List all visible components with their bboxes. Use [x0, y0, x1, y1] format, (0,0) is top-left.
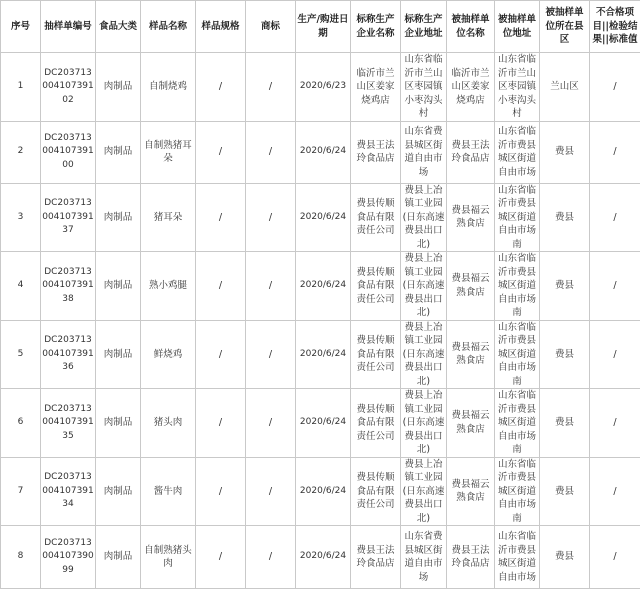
producer-name-cell: 费县传顺食品有限责任公司: [351, 252, 401, 321]
producer-name-cell: 临沂市兰山区姜家烧鸡店: [351, 53, 401, 122]
sample-code-cell: DC20371300410739138: [41, 252, 96, 321]
sample-spec-cell: /: [196, 457, 246, 526]
header-cell: 不合格项目||检验结果||标准值: [590, 1, 640, 53]
county-cell: 费县: [540, 121, 590, 183]
row-number-cell: 8: [1, 526, 41, 589]
row-number-cell: 7: [1, 457, 41, 526]
county-cell: 费县: [540, 183, 590, 252]
header-cell: 生产/购进日期: [296, 1, 351, 53]
county-cell: 兰山区: [540, 53, 590, 122]
producer-address-cell: 山东省费县城区街道自由市场: [401, 121, 447, 183]
brand-cell: /: [246, 320, 296, 389]
brand-cell: /: [246, 389, 296, 458]
sampled-unit-cell: 费县福云熟食店: [447, 389, 495, 458]
producer-address-cell: 山东省费县城区街道自由市场: [401, 526, 447, 589]
food-category-cell: 肉制品: [96, 252, 141, 321]
result-cell: /: [590, 389, 640, 458]
brand-cell: /: [246, 53, 296, 122]
sampled-address-cell: 山东省临沂市费县城区街道自由市场: [495, 526, 540, 589]
header-row: [1, 1, 640, 53]
header-cell: 商标: [246, 1, 296, 53]
food-category-cell: 肉制品: [96, 183, 141, 252]
sampled-unit-cell: 费县福云熟食店: [447, 320, 495, 389]
sample-spec-cell: /: [196, 389, 246, 458]
header-cell: 标称生产企业地址: [401, 1, 447, 53]
header-cell: 序号: [1, 1, 41, 53]
producer-name-cell: 费县传顺食品有限责任公司: [351, 320, 401, 389]
county-cell: 费县: [540, 526, 590, 589]
sample-name-cell: 自制熟猪耳朵: [141, 121, 196, 183]
result-cell: /: [590, 53, 640, 122]
brand-cell: /: [246, 457, 296, 526]
sampled-address-cell: 山东省临沂市兰山区枣园镇小枣沟头村: [495, 53, 540, 122]
brand-cell: /: [246, 526, 296, 589]
header-cell: 被抽样单位所在县区: [540, 1, 590, 53]
header-cell: 标称生产企业名称: [351, 1, 401, 53]
sample-spec-cell: /: [196, 53, 246, 122]
table-row: [1, 389, 640, 458]
producer-address-cell: 费县上冶镇工业园(日东高速费县出口北): [401, 457, 447, 526]
sampled-unit-cell: 费县福云熟食店: [447, 183, 495, 252]
producer-name-cell: 费县传顺食品有限责任公司: [351, 457, 401, 526]
sample-name-cell: 自制烧鸡: [141, 53, 196, 122]
food-category-cell: 肉制品: [96, 320, 141, 389]
brand-cell: /: [246, 252, 296, 321]
sample-name-cell: 猪耳朵: [141, 183, 196, 252]
table-body: [1, 53, 640, 589]
table-row: [1, 320, 640, 389]
producer-address-cell: 费县上冶镇工业园(日东高速费县出口北): [401, 389, 447, 458]
producer-name-cell: 费县传顺食品有限责任公司: [351, 389, 401, 458]
sampled-unit-cell: 费县王法玲食品店: [447, 121, 495, 183]
result-cell: /: [590, 183, 640, 252]
sample-name-cell: 熟小鸡腿: [141, 252, 196, 321]
date-cell: 2020/6/24: [296, 526, 351, 589]
date-cell: 2020/6/24: [296, 252, 351, 321]
food-category-cell: 肉制品: [96, 389, 141, 458]
sampled-unit-cell: 临沂市兰山区姜家烧鸡店: [447, 53, 495, 122]
county-cell: 费县: [540, 457, 590, 526]
date-cell: 2020/6/24: [296, 457, 351, 526]
table-row: [1, 53, 640, 122]
row-number-cell: 3: [1, 183, 41, 252]
result-cell: /: [590, 121, 640, 183]
food-category-cell: 肉制品: [96, 53, 141, 122]
header-cell: 样品名称: [141, 1, 196, 53]
sample-name-cell: 酱牛肉: [141, 457, 196, 526]
sampled-unit-cell: 费县福云熟食店: [447, 457, 495, 526]
sample-name-cell: 猪头肉: [141, 389, 196, 458]
sample-spec-cell: /: [196, 183, 246, 252]
result-cell: /: [590, 320, 640, 389]
table-row: [1, 457, 640, 526]
table-row: [1, 121, 640, 183]
producer-address-cell: 费县上冶镇工业园(日东高速费县出口北): [401, 183, 447, 252]
sample-code-cell: DC20371300410739099: [41, 526, 96, 589]
header-cell: 被抽样单位地址: [495, 1, 540, 53]
producer-name-cell: 费县王法玲食品店: [351, 526, 401, 589]
header-cell: 抽样单编号: [41, 1, 96, 53]
header-cell: 食品大类: [96, 1, 141, 53]
row-number-cell: 1: [1, 53, 41, 122]
result-cell: /: [590, 526, 640, 589]
date-cell: 2020/6/23: [296, 53, 351, 122]
table-row: [1, 252, 640, 321]
producer-name-cell: 费县传顺食品有限责任公司: [351, 183, 401, 252]
date-cell: 2020/6/24: [296, 320, 351, 389]
county-cell: 费县: [540, 320, 590, 389]
result-cell: /: [590, 252, 640, 321]
food-category-cell: 肉制品: [96, 457, 141, 526]
header-cell: 被抽样单位名称: [447, 1, 495, 53]
sample-spec-cell: /: [196, 526, 246, 589]
result-cell: /: [590, 457, 640, 526]
sampled-address-cell: 山东省临沂市费县城区街道自由市场南: [495, 320, 540, 389]
date-cell: 2020/6/24: [296, 121, 351, 183]
sample-spec-cell: /: [196, 252, 246, 321]
date-cell: 2020/6/24: [296, 183, 351, 252]
row-number-cell: 4: [1, 252, 41, 321]
sampled-address-cell: 山东省临沂市费县城区街道自由市场南: [495, 252, 540, 321]
sampled-unit-cell: 费县福云熟食店: [447, 252, 495, 321]
sampled-unit-cell: 费县王法玲食品店: [447, 526, 495, 589]
table-row: [1, 183, 640, 252]
sample-spec-cell: /: [196, 121, 246, 183]
sample-code-cell: DC20371300410739137: [41, 183, 96, 252]
row-number-cell: 2: [1, 121, 41, 183]
producer-address-cell: 费县上冶镇工业园(日东高速费县出口北): [401, 252, 447, 321]
date-cell: 2020/6/24: [296, 389, 351, 458]
producer-address-cell: 山东省临沂市兰山区枣园镇小枣沟头村: [401, 53, 447, 122]
brand-cell: /: [246, 121, 296, 183]
sampled-address-cell: 山东省临沂市费县城区街道自由市场南: [495, 389, 540, 458]
sampled-address-cell: 山东省临沂市费县城区街道自由市场: [495, 121, 540, 183]
sample-code-cell: DC20371300410739136: [41, 320, 96, 389]
brand-cell: /: [246, 183, 296, 252]
sample-name-cell: 鲜烧鸡: [141, 320, 196, 389]
producer-name-cell: 费县王法玲食品店: [351, 121, 401, 183]
sampled-address-cell: 山东省临沂市费县城区街道自由市场南: [495, 183, 540, 252]
sample-code-cell: DC20371300410739100: [41, 121, 96, 183]
sample-code-cell: DC20371300410739134: [41, 457, 96, 526]
producer-address-cell: 费县上冶镇工业园(日东高速费县出口北): [401, 320, 447, 389]
sample-code-cell: DC20371300410739102: [41, 53, 96, 122]
sample-code-cell: DC20371300410739135: [41, 389, 96, 458]
sampled-address-cell: 山东省临沂市费县城区街道自由市场南: [495, 457, 540, 526]
table-row: [1, 526, 640, 589]
county-cell: 费县: [540, 389, 590, 458]
food-category-cell: 肉制品: [96, 526, 141, 589]
sample-spec-cell: /: [196, 320, 246, 389]
county-cell: 费县: [540, 252, 590, 321]
sample-name-cell: 自制熟猪头肉: [141, 526, 196, 589]
header-cell: 样品规格: [196, 1, 246, 53]
food-category-cell: 肉制品: [96, 121, 141, 183]
row-number-cell: 5: [1, 320, 41, 389]
row-number-cell: 6: [1, 389, 41, 458]
